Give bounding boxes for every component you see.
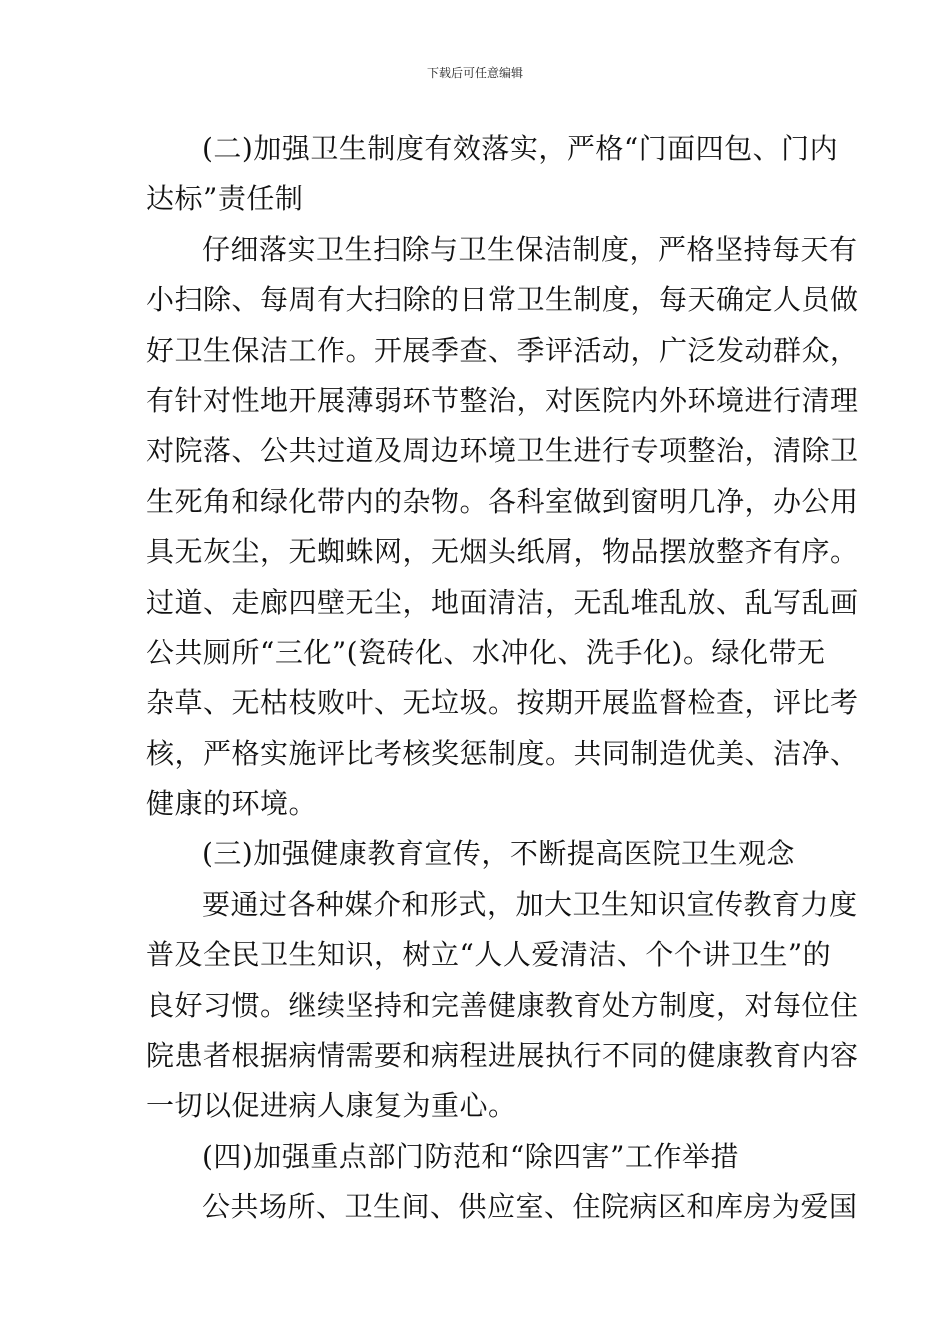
text-line: (二)加强卫生制度有效落实，严格“门面四包、门内: [202, 132, 839, 165]
text-line: 好卫生保洁工作。开展季查、季评活动，广泛发动群众，: [146, 333, 859, 367]
text-line: 具无灰尘，无蜘蛛网，无烟头纸屑，物品摆放整齐有序。: [146, 535, 859, 569]
text-line: 生死角和绿化带内的杂物。各科室做到窗明几净，办公用: [146, 484, 859, 518]
page-header: 下载后可任意编辑: [426, 66, 523, 80]
text-line: 院患者根据病情需要和病程进展执行不同的健康教育内容: [146, 1039, 859, 1073]
text-line: 健康的环境。: [146, 787, 318, 821]
text-line: 对院落、公共过道及周边环境卫生进行专项整治，清除卫: [146, 434, 859, 468]
text-line: 公共场所、卫生间、供应室、住院病区和库房为爱国: [202, 1190, 858, 1224]
text-line: 有针对性地开展薄弱环节整治，对医院内外环境进行清理: [146, 383, 859, 417]
text-line: 良好习惯。继续坚持和完善健康教育处方制度，对每位住: [146, 988, 859, 1022]
text-line: (四)加强重点部门防范和“除四害”工作举措: [202, 1139, 739, 1173]
text-line: 一切以促进病人康复为重心。: [146, 1089, 517, 1123]
text-line: (三)加强健康教育宣传，不断提高医院卫生观念: [202, 837, 795, 871]
text-line: 普及全民卫生知识，树立“人人爱清洁、个个讲卫生”的: [146, 938, 832, 972]
text-line: 仔细落实卫生扫除与卫生保洁制度，严格坚持每天有: [202, 232, 858, 266]
text-line: 核，严格实施评比考核奖惩制度。共同制造优美、洁净、: [146, 736, 859, 770]
document-body: [146, 124, 859, 1233]
text-line: 达标”责任制: [146, 182, 304, 216]
text-line: 杂草、无枯枝败叶、无垃圾。按期开展监督检查，评比考: [146, 686, 859, 720]
text-line: 公共厕所“三化”(瓷砖化、水冲化、洗手化)。绿化带无: [146, 635, 826, 669]
text-line: 过道、走廊四壁无尘，地面清洁，无乱堆乱放、乱写乱画: [146, 585, 859, 619]
text-line: 要通过各种媒介和形式，加大卫生知识宣传教育力度: [202, 887, 858, 921]
text-line: 小扫除、每周有大扫除的日常卫生制度，每天确定人员做: [146, 283, 859, 317]
